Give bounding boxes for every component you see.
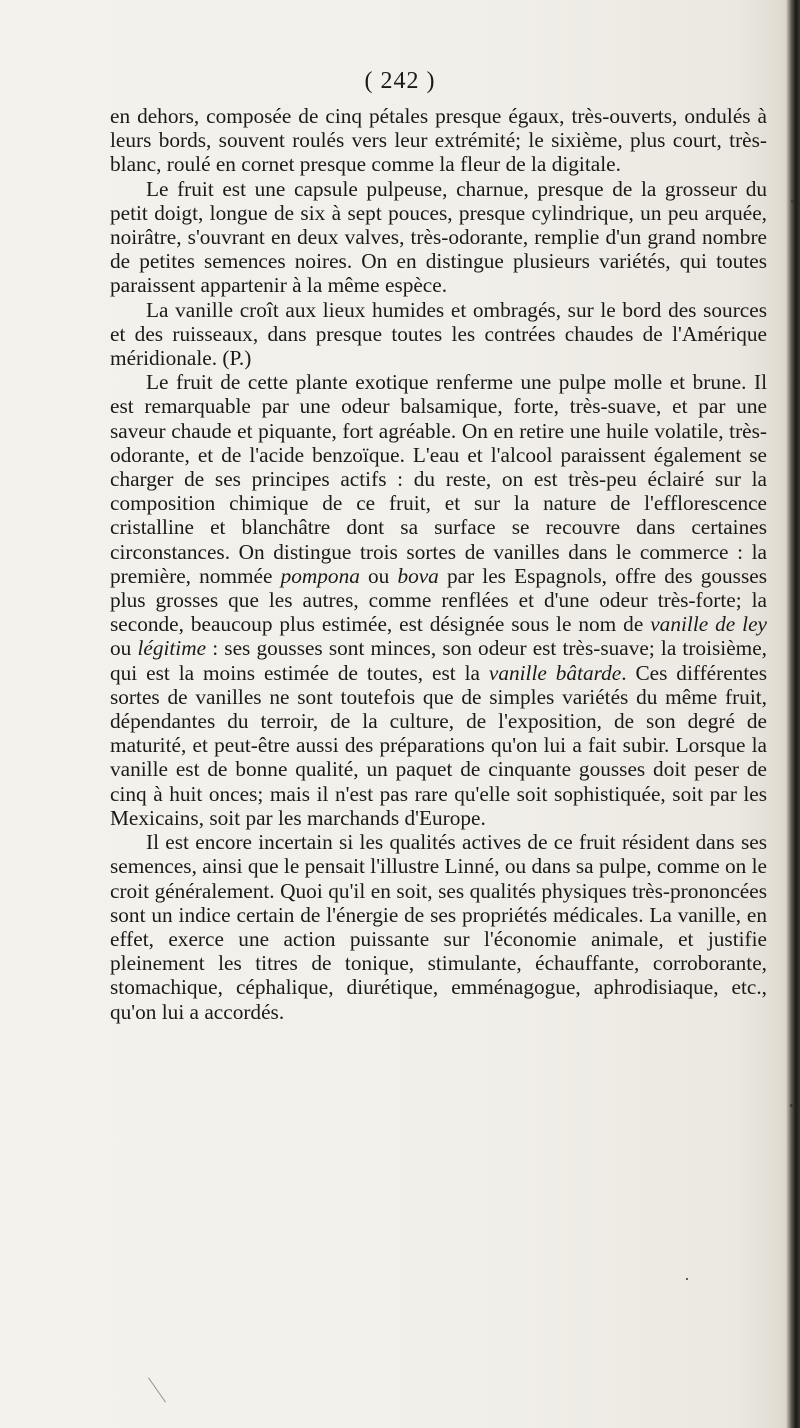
ink-speck (791, 200, 794, 203)
binding-edge (786, 0, 800, 1428)
text-run: . Ces différentes sortes de vanilles ne sont toutefois que de simples variétés du même fruit, dépendantes du terroir, de la culture, de l'exposition, de son degré de maturité, et peut-être aussi des préparations qu'on lui a fait subir. Lorsque la vanille est de bonne qualité, un paquet de cinquante gousses doit peser de cinq à huit onces; mais il n'est pas rare qu'elle soit sophistiquée, soit par les Mexicains, soit par les marchands d'Europe. (110, 660, 767, 830)
paragraph (110, 830, 767, 1024)
text-run: Le fruit est une capsule pulpeuse, charnue, presque de la grosseur du petit doigt, longue de six à sept pouces, presque cylindrique, un peu arquée, noirâtre, s'ouvrant en deux valves, très-odorante, remplie d'un grand nombre de petites semences noires. On en distingue plusieurs variétés, qui toutes paraissent appartenir à la même espèce. (110, 176, 767, 298)
italic-term: pompona (280, 563, 360, 588)
paragraph (110, 370, 767, 830)
page-number: ( 242 ) (364, 68, 436, 94)
pencil-mark (148, 1377, 166, 1402)
italic-term: légitime (137, 636, 207, 661)
text-run: Le fruit de cette plante exotique renferme une pulpe molle et brune. Il est remarquable par une odeur balsamique, forte, très-suave, et par une saveur chaude et piquante, fort agréable. On en retire une huile volatile, très-odorante, et de l'acide benzoïque. L'eau et l'alcool paraissent également se charger de ses principes actifs : du reste, on est très-peu éclairé sur la composition chimique de ce fruit, et sur la nature de l'efflorescence cristalline et blanchâtre dont sa surface se recouvre dans certaines circonstances. On distingue trois sortes de vanilles dans le commerce : la première, nommée (110, 370, 767, 588)
italic-term: bova (397, 563, 439, 588)
text-run: : ses gousses sont minces, son odeur est très-suave; la troisième, qui est la moins estimée de toutes, est la (110, 636, 767, 685)
text-run: ou (110, 636, 138, 661)
italic-term: vanille de ley (650, 612, 768, 637)
ink-speck (790, 1104, 793, 1107)
text-run: par les Espagnols, offre des gousses plus grosses que les autres, comme renflées et d'une odeur très-forte; la seconde, beaucoup plus estimée, est désignée sous le nom de (110, 563, 767, 637)
paragraph (110, 298, 767, 371)
text-run: ou (359, 563, 398, 588)
text-run: en dehors, composée de cinq pétales presque égaux, très-ouverts, ondulés à leurs bords, souvent roulés vers leur extrémité; le sixième, plus court, très-blanc, roulé en cornet presque comme la fleur de la digitale. (110, 104, 767, 177)
text-run: La vanille croît aux lieux humides et ombragés, sur le bord des sources et des ruisseaux, dans presque toutes les contrées chaudes de l'Amérique méridionale. (P.) (110, 297, 767, 371)
body-text (110, 104, 767, 1024)
paragraph (110, 177, 767, 298)
text-run: Il est encore incertain si les qualités actives de ce fruit résident dans ses semences, ainsi que le pensait l'illustre Linné, ou dans sa pulpe, comme on le croit généralement. Quoi qu'il en soit, ses qualités physiques très-prononcées sont un indice certain de l'énergie de ses propriétés médicales. La vanille, en effet, exerce une action puissante sur l'économie animale, et justifie pleinement les titres de tonique, stimulante, échauffante, corroborante, stomachique, céphalique, diurétique, emménagogue, aphrodisiaque, etc., qu'on lui a accordés. (110, 830, 767, 1024)
ink-speck (686, 1278, 688, 1280)
italic-term: vanille bâtarde (488, 660, 622, 685)
paragraph (110, 104, 767, 177)
